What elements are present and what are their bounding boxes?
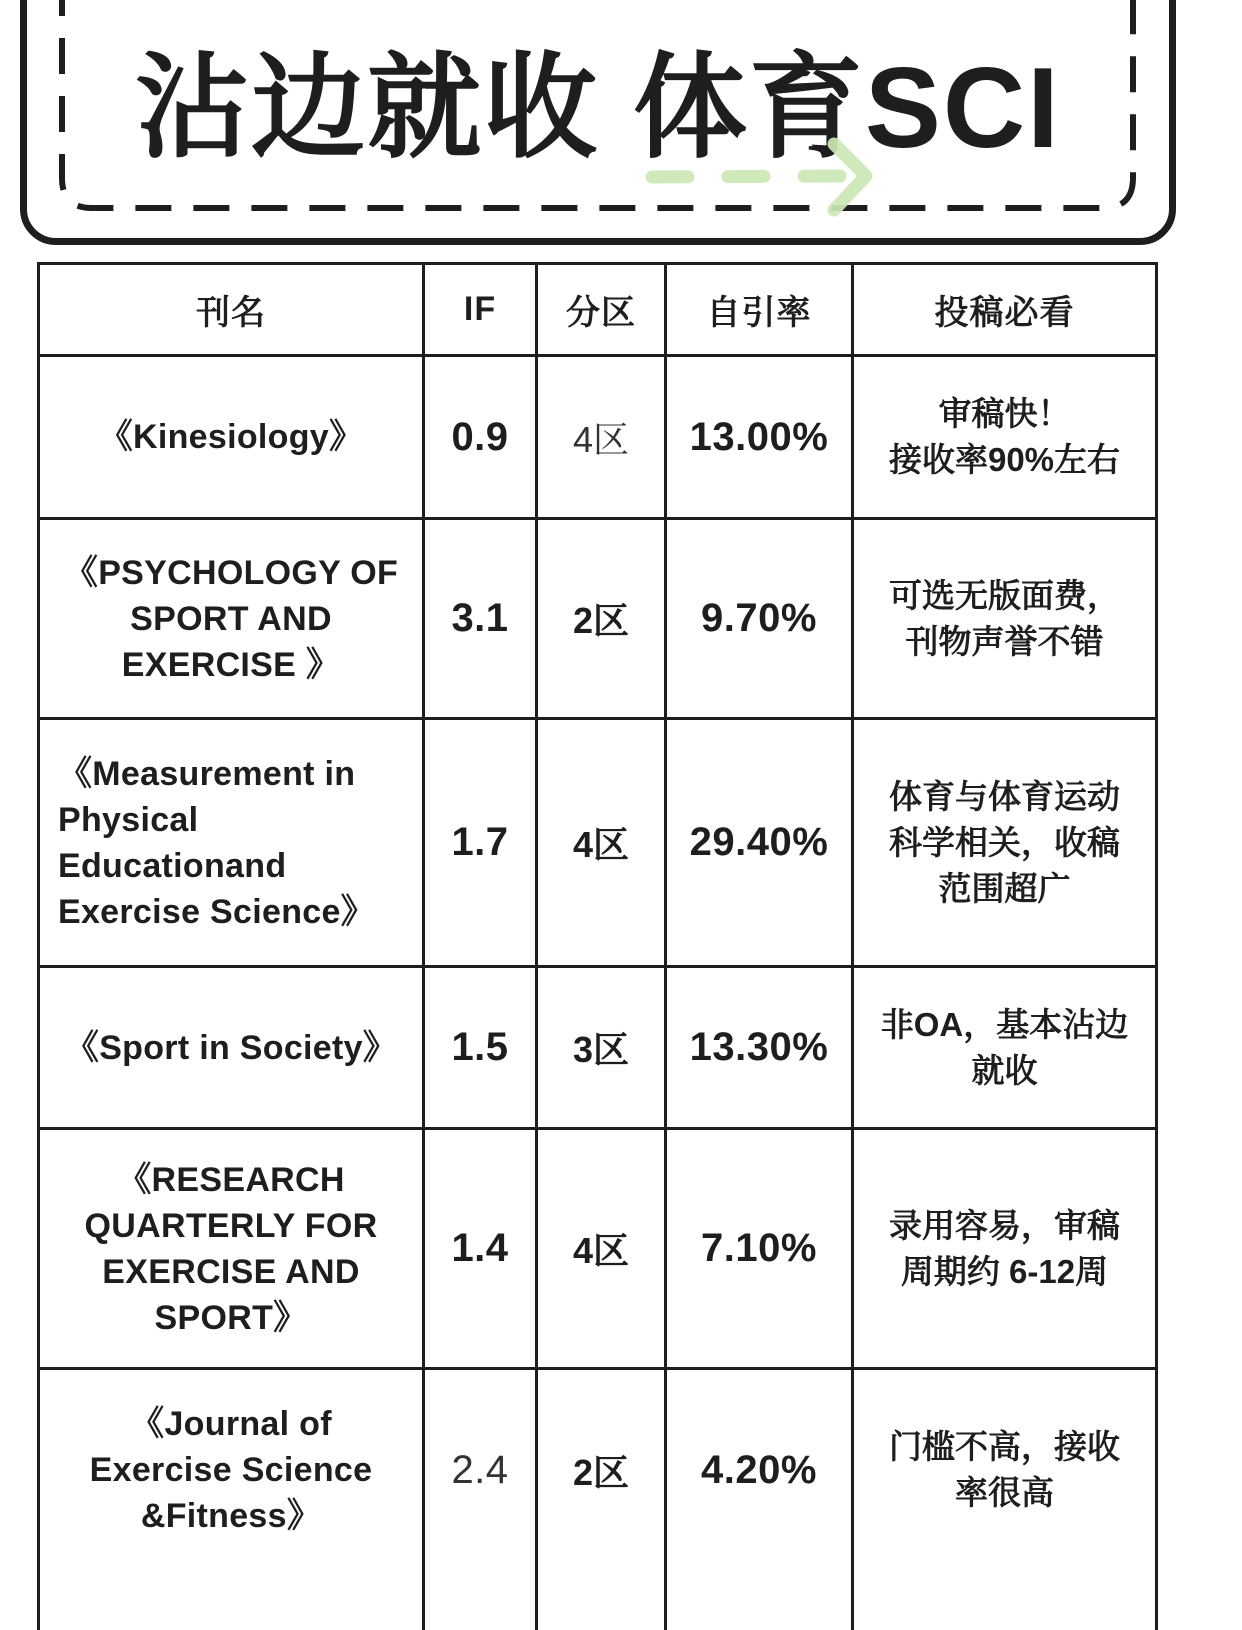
note-line: 就收 xyxy=(971,1051,1038,1089)
impact-factor-cell: 3.1 xyxy=(425,520,538,720)
impact-factor-cell: 1.4 xyxy=(425,1130,538,1370)
journal-name-line: EXERCISE 》 xyxy=(121,645,341,684)
self-citation-cell: 4.20% xyxy=(667,1370,854,1630)
zone-cell: 2区 xyxy=(538,520,667,720)
journal-name-line: Educationand xyxy=(58,846,287,885)
note-line: 科学相关，收稿 xyxy=(889,823,1120,861)
journal-name-line: QUARTERLY FOR xyxy=(84,1206,378,1245)
journal-name-line: 《Kinesiology》 xyxy=(98,418,364,456)
note-line: 接收率90%左右 xyxy=(888,441,1121,478)
journal-name-line: 《RESEARCH xyxy=(117,1160,345,1199)
impact-factor-cell: 0.9 xyxy=(425,357,538,520)
note-line: 录用容易，审稿 xyxy=(889,1206,1120,1244)
journal-name-cell xyxy=(40,1370,425,1630)
arrow-right-icon xyxy=(0,0,1242,260)
journal-name-line: Physical xyxy=(58,800,199,839)
journal-name-line: 《Journal of xyxy=(130,1405,332,1443)
header-submission-notes: 投稿必看 xyxy=(854,265,1158,357)
impact-factor-cell: 2.4 xyxy=(425,1370,538,1630)
note-line: 门槛不高，接收 xyxy=(889,1428,1120,1465)
note-line: 可选无版面费， xyxy=(889,576,1120,614)
page-title: 沾边就收 体育SCI xyxy=(135,45,1061,172)
journal-name-line: SPORT AND xyxy=(130,599,332,638)
journal-name-cell xyxy=(40,1130,425,1370)
impact-factor-cell: 1.7 xyxy=(425,720,538,968)
submission-note-cell xyxy=(854,1370,1158,1630)
note-line: 周期约 6-12周 xyxy=(900,1252,1109,1290)
self-citation-cell: 13.30% xyxy=(667,968,854,1130)
submission-note-cell xyxy=(854,357,1158,520)
header-impact-factor: IF xyxy=(425,265,538,357)
journal-name-cell xyxy=(40,968,425,1130)
self-citation-cell: 29.40% xyxy=(667,720,854,968)
note-line: 刊物声誉不错 xyxy=(905,622,1104,660)
impact-factor-cell: 1.5 xyxy=(425,968,538,1130)
journal-name-line: 《Measurement in xyxy=(58,754,356,793)
header-zone: 分区 xyxy=(538,265,667,357)
note-line: 审稿快！ xyxy=(938,395,1071,432)
journal-name-cell xyxy=(40,357,425,520)
note-line: 体育与体育运动 xyxy=(889,777,1120,815)
zone-cell: 4区 xyxy=(538,720,667,968)
journal-name-line: Exercise Science》 xyxy=(58,892,375,931)
header-journal-name: 刊名 xyxy=(40,265,425,357)
self-citation-cell: 9.70% xyxy=(667,520,854,720)
submission-note-cell xyxy=(854,968,1158,1130)
zone-cell: 2区 xyxy=(538,1370,667,1630)
journal-name-line: SPORT》 xyxy=(154,1298,308,1337)
note-line: 范围超广 xyxy=(938,869,1071,907)
journal-name-line: EXERCISE AND xyxy=(102,1252,360,1291)
self-citation-cell: 13.00% xyxy=(667,357,854,520)
zone-cell: 4区 xyxy=(538,357,667,520)
journal-name-cell xyxy=(40,520,425,720)
zone-cell: 4区 xyxy=(538,1130,667,1370)
journal-name-cell xyxy=(40,720,425,968)
note-line: 非OA，基本沾边 xyxy=(880,1005,1129,1043)
zone-cell: 3区 xyxy=(538,968,667,1130)
journal-name-line: 《PSYCHOLOGY OF xyxy=(63,553,399,592)
journal-name-line: Exercise Science xyxy=(89,1451,373,1489)
note-line: 率很高 xyxy=(955,1474,1054,1511)
self-citation-cell: 7.10% xyxy=(667,1130,854,1370)
submission-note-cell xyxy=(854,720,1158,968)
submission-note-cell xyxy=(854,1130,1158,1370)
header-self-citation: 自引率 xyxy=(667,265,854,357)
submission-note-cell xyxy=(854,520,1158,720)
journal-name-line: &Fitness》 xyxy=(140,1497,322,1535)
journal-name-line: 《Sport in Society》 xyxy=(64,1028,398,1067)
journal-table xyxy=(37,262,1158,1630)
